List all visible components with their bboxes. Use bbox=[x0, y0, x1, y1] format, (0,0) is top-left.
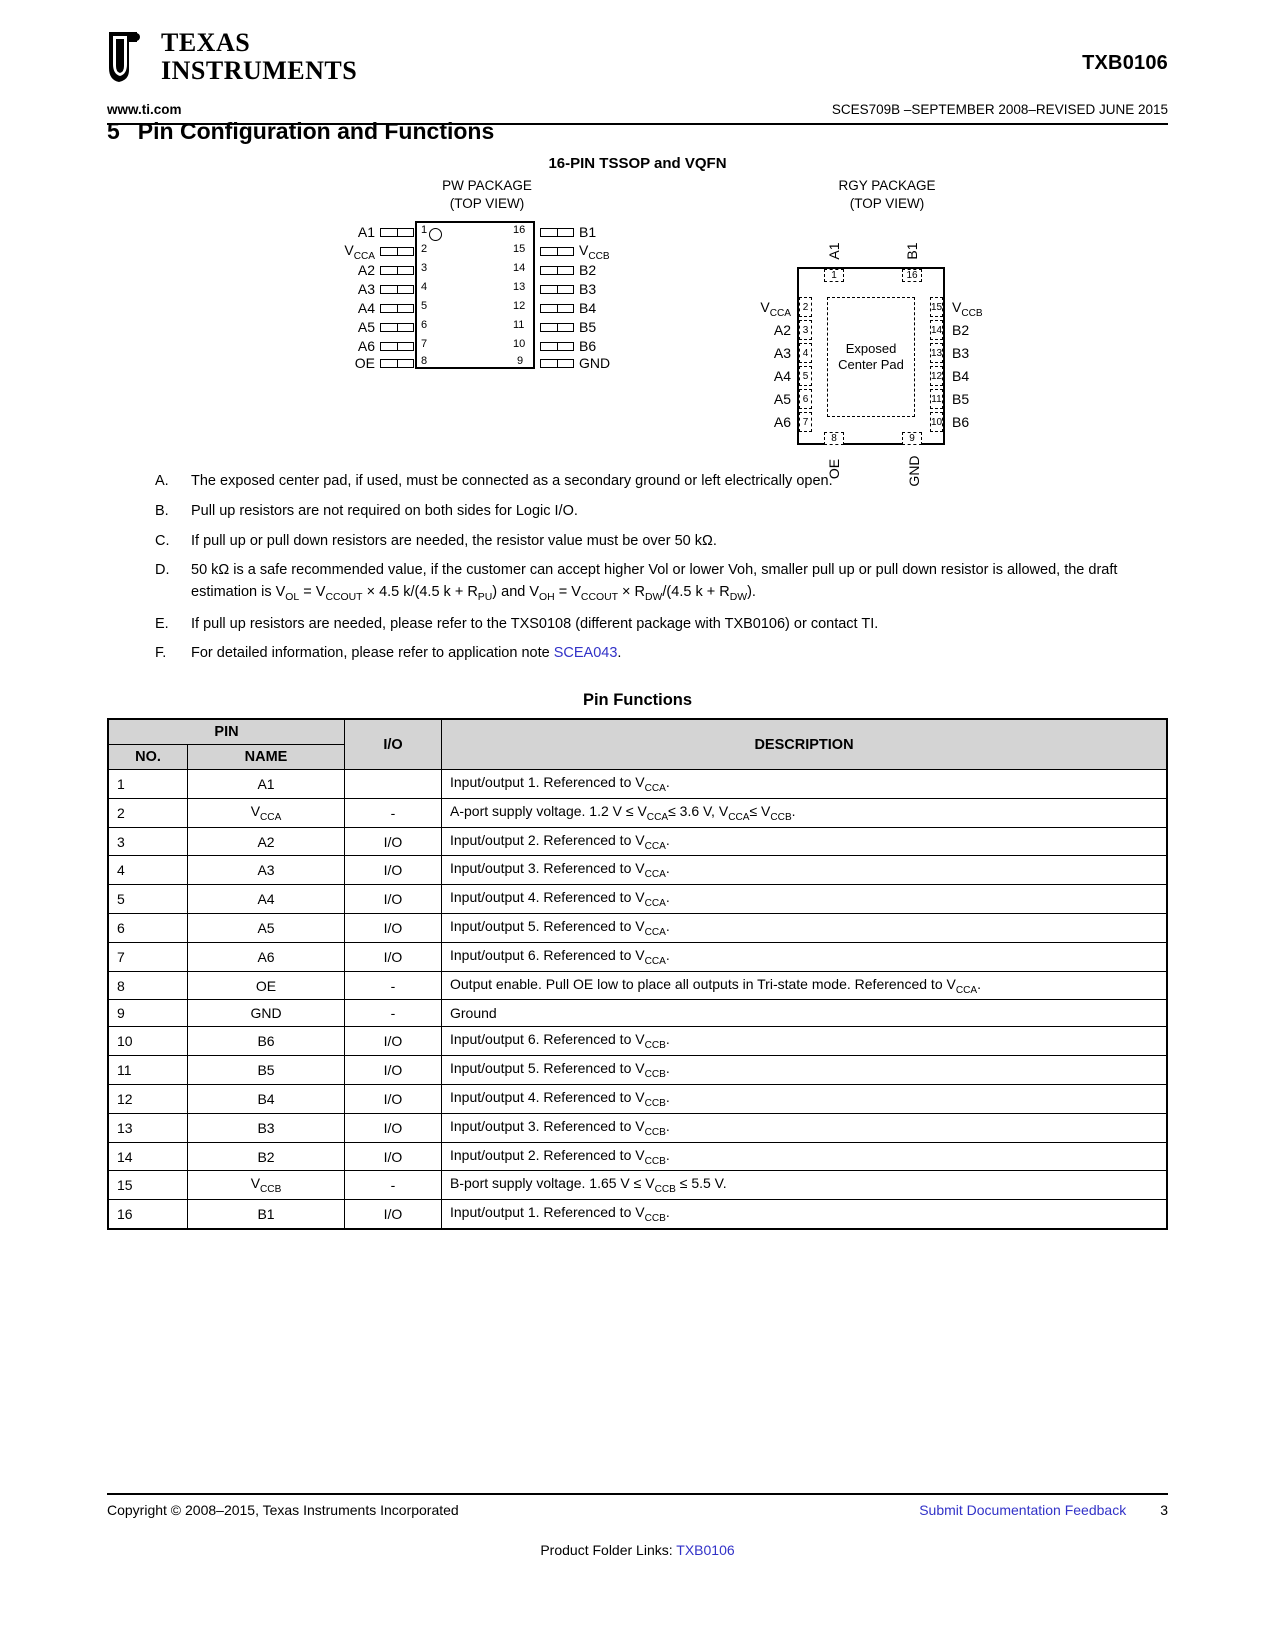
cell-pin-io: I/O bbox=[345, 1085, 442, 1114]
cell-pin-io: I/O bbox=[345, 942, 442, 971]
cell-pin-desc: Input/output 3. Referenced to $V_{CCB}$. bbox=[442, 1113, 1168, 1142]
vqfn-pin-5-label: A4 bbox=[773, 368, 791, 385]
tssop-pin-9 bbox=[535, 354, 645, 372]
cell-pin-name: A1 bbox=[188, 770, 345, 799]
cell-pin-desc: Input/output 3. Referenced to $V_{CCA}$. bbox=[442, 856, 1168, 885]
vqfn-pin-10-label: B6 bbox=[952, 414, 970, 431]
vqfn-package-diagram bbox=[747, 177, 1027, 487]
cell-pin-no: 5 bbox=[108, 885, 188, 914]
vqfn-pin-7-label: A6 bbox=[773, 414, 791, 431]
tssop-pin-7-label: A6 bbox=[357, 338, 375, 355]
tssop-pin-2 bbox=[309, 242, 419, 260]
scea043-link[interactable]: SCEA043 bbox=[553, 645, 618, 662]
table-row bbox=[108, 798, 1167, 827]
vqfn-pin-2-label: $V_{CCA}$ bbox=[760, 299, 791, 320]
tssop-pin-12 bbox=[535, 299, 645, 317]
cell-pin-desc: Input/output 5. Referenced to $V_{CCA}$. bbox=[442, 914, 1168, 943]
cell-pin-no: 1 bbox=[108, 770, 188, 799]
cell-pin-io: I/O bbox=[345, 827, 442, 856]
note-a-text: The exposed center pad, if used, must be connected as a secondary ground or left electrically open. bbox=[191, 473, 833, 489]
diagram-notes bbox=[107, 471, 1168, 665]
tssop-pin-3 bbox=[309, 261, 419, 279]
vqfn-pin-6-label: A5 bbox=[773, 391, 791, 408]
cell-pin-no: 3 bbox=[108, 827, 188, 856]
table-row bbox=[108, 770, 1167, 799]
page-header bbox=[107, 0, 1168, 117]
tssop-pin-8 bbox=[309, 354, 419, 372]
tssop-pin-3-number: 3 bbox=[421, 262, 428, 275]
note-e-letter: E. bbox=[155, 615, 169, 632]
vqfn-pad-16: 16 bbox=[902, 269, 922, 282]
vqfn-pad-10: 10 bbox=[930, 412, 943, 432]
vqfn-chip-body bbox=[797, 267, 945, 445]
tssop-pin-8-label: OE bbox=[354, 355, 375, 372]
cell-pin-io: I/O bbox=[345, 1142, 442, 1171]
vqfn-pad-15: 15 bbox=[930, 297, 943, 317]
tssop-pin-12-number: 12 bbox=[513, 300, 526, 313]
vqfn-pin-14-label: B2 bbox=[952, 322, 970, 339]
tssop-pin-11 bbox=[535, 318, 645, 336]
cell-pin-no: 8 bbox=[108, 971, 188, 1000]
table-row bbox=[108, 856, 1167, 885]
cell-pin-io: I/O bbox=[345, 885, 442, 914]
tssop-pin-16 bbox=[535, 223, 645, 241]
cell-pin-no: 13 bbox=[108, 1113, 188, 1142]
pin-lead-icon bbox=[380, 247, 414, 256]
diagram-title: 16-PIN TSSOP and VQFN bbox=[548, 155, 727, 172]
pin-lead-icon bbox=[380, 359, 414, 368]
cell-pin-no: 10 bbox=[108, 1027, 188, 1056]
tssop-pin-14-number: 14 bbox=[513, 262, 526, 275]
cell-pin-name: B4 bbox=[188, 1085, 345, 1114]
vqfn-pin-4-label: A3 bbox=[773, 345, 791, 362]
note-c-text: If pull up or pull down resistors are needed, the resistor value must be over 50 kΩ. bbox=[191, 532, 717, 549]
note-a bbox=[155, 471, 1168, 493]
cell-pin-desc: Input/output 2. Referenced to $V_{CCA}$. bbox=[442, 827, 1168, 856]
vqfn-pin-12-label: B4 bbox=[952, 368, 970, 385]
tssop-pin-14 bbox=[535, 261, 645, 279]
table-row bbox=[108, 885, 1167, 914]
cell-pin-desc: Input/output 2. Referenced to $V_{CCB}$. bbox=[442, 1142, 1168, 1171]
vqfn-pad-3: 3 bbox=[799, 320, 812, 340]
product-folder-label: Product Folder Links: bbox=[540, 1542, 677, 1558]
cell-pin-desc: Input/output 4. Referenced to $V_{CCA}$. bbox=[442, 885, 1168, 914]
tssop-pin-11-number: 11 bbox=[513, 319, 525, 332]
vqfn-pin-13-label: B3 bbox=[952, 345, 970, 362]
table-header-row-1 bbox=[108, 719, 1167, 745]
cell-pin-no: 15 bbox=[108, 1171, 188, 1200]
cell-pin-io bbox=[345, 770, 442, 799]
table-row bbox=[108, 1027, 1167, 1056]
pin-lead-icon bbox=[540, 359, 574, 368]
cell-pin-name: OE bbox=[188, 971, 345, 1000]
note-b bbox=[155, 501, 1168, 523]
note-e bbox=[155, 614, 1168, 636]
pin1-indicator-icon bbox=[429, 228, 442, 241]
vqfn-pad-6: 6 bbox=[799, 389, 812, 409]
cell-pin-io: - bbox=[345, 1000, 442, 1027]
ti-logo-text-line2: INSTRUMENTS bbox=[161, 56, 358, 85]
cell-pin-name: $V_{CCB}$ bbox=[188, 1171, 345, 1200]
cell-pin-no: 11 bbox=[108, 1056, 188, 1085]
cell-pin-io: I/O bbox=[345, 914, 442, 943]
vqfn-pad-12: 12 bbox=[930, 366, 943, 386]
vqfn-pad-5: 5 bbox=[799, 366, 812, 386]
tssop-pin-11-label: B5 bbox=[579, 319, 597, 336]
center-pad-line1: Exposed bbox=[845, 340, 897, 356]
cell-pin-io: I/O bbox=[345, 1056, 442, 1085]
cell-pin-no: 12 bbox=[108, 1085, 188, 1114]
page-footer bbox=[107, 1493, 1168, 1558]
cell-pin-no: 7 bbox=[108, 942, 188, 971]
cell-pin-no: 16 bbox=[108, 1200, 188, 1229]
vqfn-pin-15-label: $V_{CCB}$ bbox=[952, 299, 983, 320]
cell-pin-io: I/O bbox=[345, 1200, 442, 1229]
vqfn-pad-13: 13 bbox=[930, 343, 943, 363]
rgy-package-name: RGY PACKAGE bbox=[838, 178, 936, 193]
cell-pin-name: B1 bbox=[188, 1200, 345, 1229]
tssop-pin-4-label: A3 bbox=[357, 281, 375, 298]
table-row bbox=[108, 1056, 1167, 1085]
cell-pin-desc: Input/output 5. Referenced to $V_{CCB}$. bbox=[442, 1056, 1168, 1085]
tssop-pin-15-number: 15 bbox=[513, 243, 526, 256]
tssop-pin-3-label: A2 bbox=[357, 262, 375, 279]
vqfn-pin-11-label: B5 bbox=[952, 391, 970, 408]
tssop-caption bbox=[357, 177, 617, 213]
table-row bbox=[108, 971, 1167, 1000]
table-row bbox=[108, 914, 1167, 943]
note-a-letter: A. bbox=[155, 473, 169, 489]
tssop-pin-2-number: 2 bbox=[421, 243, 428, 256]
cell-pin-name: B6 bbox=[188, 1027, 345, 1056]
vqfn-pad-1: 1 bbox=[824, 269, 844, 282]
cell-pin-desc: Input/output 6. Referenced to $V_{CCB}$. bbox=[442, 1027, 1168, 1056]
note-b-letter: B. bbox=[155, 502, 169, 519]
cell-pin-no: 6 bbox=[108, 914, 188, 943]
pin-lead-icon bbox=[540, 342, 574, 351]
pin-functions-table bbox=[107, 718, 1168, 1230]
tssop-pin-10-label: B6 bbox=[579, 338, 597, 355]
cell-pin-no: 9 bbox=[108, 1000, 188, 1027]
vqfn-pad-14: 14 bbox=[930, 320, 943, 340]
pin-lead-icon bbox=[380, 304, 414, 313]
table-row bbox=[108, 1085, 1167, 1114]
vqfn-pin-3-label: A2 bbox=[773, 322, 791, 339]
cell-pin-name: A2 bbox=[188, 827, 345, 856]
footer-divider bbox=[107, 1493, 1168, 1495]
cell-pin-name: A4 bbox=[188, 885, 345, 914]
table-row bbox=[108, 1171, 1167, 1200]
pin-lead-icon bbox=[380, 266, 414, 275]
cell-pin-io: - bbox=[345, 971, 442, 1000]
cell-pin-io: I/O bbox=[345, 1027, 442, 1056]
vqfn-pin-16-label: B1 bbox=[904, 242, 920, 260]
cell-pin-name: B2 bbox=[188, 1142, 345, 1171]
exposed-center-pad bbox=[827, 297, 915, 417]
table-row bbox=[108, 942, 1167, 971]
document-id: SCES709B –SEPTEMBER 2008–REVISED JUNE 2015 bbox=[831, 102, 1168, 117]
header-divider bbox=[107, 123, 1168, 125]
cell-pin-name: B5 bbox=[188, 1056, 345, 1085]
tssop-pin-1 bbox=[309, 223, 419, 241]
vqfn-pad-4: 4 bbox=[799, 343, 812, 363]
tssop-pin-7-number: 7 bbox=[421, 338, 428, 351]
table-row bbox=[108, 1000, 1167, 1027]
tssop-pin-5-label: A4 bbox=[357, 300, 375, 317]
submit-documentation-feedback-link[interactable]: Submit Documentation Feedback bbox=[919, 1502, 1127, 1518]
vqfn-pin-1-label: A1 bbox=[826, 242, 842, 260]
ti-logo-text-line1: TEXAS bbox=[161, 28, 251, 57]
tssop-pin-6-number: 6 bbox=[421, 319, 428, 332]
pin-lead-icon bbox=[540, 285, 574, 294]
tssop-pin-8-number: 8 bbox=[421, 355, 428, 368]
cell-pin-io: I/O bbox=[345, 856, 442, 885]
tssop-pin-10-number: 10 bbox=[513, 338, 526, 351]
tssop-pin-6 bbox=[309, 318, 419, 336]
note-f-text: For detailed information, please refer to application note SCEA043. bbox=[191, 645, 622, 662]
note-b-text: Pull up resistors are not required on both sides for Logic I/O. bbox=[191, 502, 578, 519]
section-heading: Pin Configuration and Functions bbox=[137, 118, 495, 144]
tssop-pin-5-number: 5 bbox=[421, 300, 428, 313]
tssop-pin-13-label: B3 bbox=[579, 281, 597, 298]
note-d-letter: D. bbox=[155, 562, 170, 579]
tssop-pin-9-number: 9 bbox=[517, 355, 524, 368]
vqfn-pad-11: 11 bbox=[930, 389, 943, 409]
cell-pin-name: A6 bbox=[188, 942, 345, 971]
cell-pin-name: GND bbox=[188, 1000, 345, 1027]
note-f-letter: F. bbox=[155, 645, 167, 662]
rgy-view-label: (TOP VIEW) bbox=[849, 196, 925, 212]
pin-lead-icon bbox=[540, 323, 574, 332]
note-e-text: If pull up resistors are needed, please refer to the TXS0108 (different package with TXB0106) or contact TI. bbox=[191, 615, 879, 632]
tssop-pin-16-label: B1 bbox=[579, 224, 597, 241]
vqfn-pad-2: 2 bbox=[799, 297, 812, 317]
cell-pin-desc: Input/output 1. Referenced to $V_{CCB}$. bbox=[442, 1200, 1168, 1229]
cell-pin-io: - bbox=[345, 798, 442, 827]
note-d-text: 50 kΩ is a safe recommended value, if the customer can accept higher Vol or lower Voh, smaller pull up or pull down resistor is allowed, the draft estimation is $V_{OL} = V_{CCOUT} \times 4.5$ k/(4.5 $k + R_{PU}$) and $V_{OH} = V_{CCOUT} \times R_{DW}/(4.5$ $k + R_{DW}$). bbox=[191, 562, 1118, 603]
tssop-pin-5 bbox=[309, 299, 419, 317]
tssop-pin-1-label: A1 bbox=[357, 224, 375, 241]
ti-logo bbox=[107, 30, 357, 84]
table-title: Pin Functions bbox=[582, 691, 693, 710]
column-header-no: NO. bbox=[108, 745, 188, 770]
ti-website-url[interactable]: www.ti.com bbox=[107, 102, 182, 117]
pin-lead-icon bbox=[380, 323, 414, 332]
tssop-package-name: PW PACKAGE bbox=[442, 178, 532, 193]
product-folder-links bbox=[107, 1542, 1168, 1558]
column-header-pin: PIN bbox=[108, 719, 345, 745]
cell-pin-name: A5 bbox=[188, 914, 345, 943]
rgy-caption bbox=[747, 177, 1027, 213]
tssop-pin-4-number: 4 bbox=[421, 281, 428, 294]
table-row bbox=[108, 1142, 1167, 1171]
cell-pin-desc: A-port supply voltage. 1.2 $V \le V_{CCA}\le 3.6$ V, $V_{CCA}\le V_{CCB}$. bbox=[442, 798, 1168, 827]
cell-pin-io: I/O bbox=[345, 1113, 442, 1142]
column-header-description: DESCRIPTION bbox=[442, 719, 1168, 770]
cell-pin-desc: Ground bbox=[442, 1000, 1168, 1027]
cell-pin-name: A3 bbox=[188, 856, 345, 885]
cell-pin-desc: B-port supply voltage. 1.65 $V \le V_{CCB} \le 5.5$ V. bbox=[442, 1171, 1168, 1200]
tssop-pin-16-number: 16 bbox=[513, 224, 526, 237]
cell-pin-desc: Output enable. Pull OE low to place all outputs in Tri-state mode. Referenced to $V_{CCA}$. bbox=[442, 971, 1168, 1000]
table-row bbox=[108, 1200, 1167, 1229]
part-number: TXB0106 bbox=[1082, 52, 1168, 74]
tssop-pin-13 bbox=[535, 280, 645, 298]
note-f bbox=[155, 643, 1168, 665]
tssop-pin-12-label: B4 bbox=[579, 300, 597, 317]
tssop-pin-10 bbox=[535, 337, 645, 355]
tssop-pin-1-number: 1 bbox=[421, 224, 428, 237]
tssop-pin-15-label: $V_{CCB}$ bbox=[579, 241, 610, 262]
tssop-pin-9-label: GND bbox=[579, 355, 611, 372]
note-d bbox=[155, 560, 1168, 605]
column-header-io: I/O bbox=[345, 719, 442, 770]
tssop-pin-2-label: $V_{CCA}$ bbox=[344, 241, 375, 262]
cell-pin-desc: Input/output 1. Referenced to $V_{CCA}$. bbox=[442, 770, 1168, 799]
page-number: 3 bbox=[1160, 1502, 1168, 1518]
cell-pin-no: 14 bbox=[108, 1142, 188, 1171]
tssop-pin-13-number: 13 bbox=[513, 281, 526, 294]
tssop-pin-6-label: A5 bbox=[357, 319, 375, 336]
tssop-package-diagram bbox=[344, 177, 617, 372]
table-header bbox=[108, 719, 1167, 770]
tssop-pin-14-label: B2 bbox=[579, 262, 597, 279]
vqfn-pad-7: 7 bbox=[799, 412, 812, 432]
product-folder-txb0106-link[interactable]: TXB0106 bbox=[676, 1542, 735, 1558]
vqfn-pin-9-label: GND bbox=[906, 455, 922, 487]
tssop-pin-15 bbox=[535, 242, 645, 260]
cell-pin-desc: Input/output 4. Referenced to $V_{CCB}$. bbox=[442, 1085, 1168, 1114]
pin-lead-icon bbox=[380, 285, 414, 294]
pin-lead-icon bbox=[540, 304, 574, 313]
cell-pin-no: 2 bbox=[108, 798, 188, 827]
column-header-name: NAME bbox=[188, 745, 345, 770]
pin-lead-icon bbox=[540, 247, 574, 256]
tssop-pin-4 bbox=[309, 280, 419, 298]
cell-pin-name: $V_{CCA}$ bbox=[188, 798, 345, 827]
pin-lead-icon bbox=[380, 342, 414, 351]
table-row bbox=[108, 1113, 1167, 1142]
ti-logo-icon bbox=[107, 30, 153, 84]
tssop-pin-7 bbox=[309, 337, 419, 355]
vqfn-pad-8: 8 bbox=[824, 432, 844, 445]
table-row bbox=[108, 827, 1167, 856]
cell-pin-desc: Input/output 6. Referenced to $V_{CCA}$. bbox=[442, 942, 1168, 971]
tssop-view-label: (TOP VIEW) bbox=[449, 196, 525, 212]
table-body bbox=[108, 770, 1167, 1229]
note-c bbox=[155, 531, 1168, 553]
pin-lead-icon bbox=[540, 228, 574, 237]
vqfn-pad-9: 9 bbox=[902, 432, 922, 445]
pin-lead-icon bbox=[540, 266, 574, 275]
cell-pin-io: - bbox=[345, 1171, 442, 1200]
pin-lead-icon bbox=[380, 228, 414, 237]
center-pad-line2: Center Pad bbox=[838, 357, 904, 373]
vqfn-pin-8-label: OE bbox=[826, 459, 842, 480]
copyright-text: Copyright © 2008–2015, Texas Instruments Incorporated bbox=[107, 1502, 459, 1518]
cell-pin-name: B3 bbox=[188, 1113, 345, 1142]
cell-pin-no: 4 bbox=[108, 856, 188, 885]
note-c-letter: C. bbox=[155, 532, 170, 549]
section-number: 5 bbox=[107, 118, 120, 144]
